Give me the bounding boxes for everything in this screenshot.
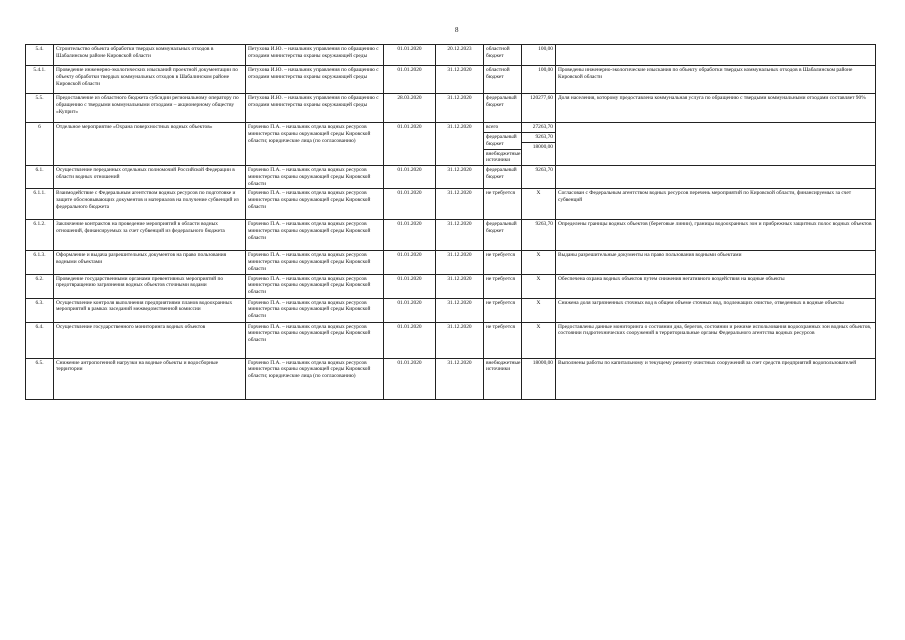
funding-source: не требуется xyxy=(484,251,522,274)
start-date: 01.01.2020 xyxy=(384,298,436,322)
start-date: 01.01.2020 xyxy=(384,358,436,399)
funding-value: Х xyxy=(522,322,556,358)
funding-source: областной бюджет xyxy=(484,66,522,94)
responsible: Горченко П.А. – начальник отдела водных ресурсов министерства охраны окружающей среды Кировской области xyxy=(246,274,384,298)
table-row xyxy=(26,251,876,274)
funding-value: 27263,70 xyxy=(532,124,553,130)
item-number: 6.1.1. xyxy=(26,189,54,220)
item-number: 6.5. xyxy=(26,358,54,399)
start-date: 01.01.2020 xyxy=(384,66,436,94)
responsible: Петухова И.Ю. – начальник управления по обращению с отходами министерства охраны окружающей среды xyxy=(246,94,384,123)
table-row xyxy=(26,45,876,66)
end-date: 31.12.2020 xyxy=(436,251,484,274)
start-date: 01.01.2020 xyxy=(384,189,436,220)
responsible: Горченко П.А. – начальник отдела водных ресурсов министерства охраны окружающей среды Кировской области xyxy=(246,166,384,189)
expected-result xyxy=(556,123,876,166)
item-name: Оформление и выдача разрешительных документов на право пользования водными объектами xyxy=(54,251,246,274)
expected-result: Выданы разрешительные документы на право пользования водными объектами xyxy=(556,251,876,274)
expected-result: Согласован с Федеральным агентством водных ресурсов перечень мероприятий по Кировской области, финансируемых за счет субвенций xyxy=(556,189,876,220)
program-table xyxy=(25,44,876,400)
funding-source: федеральный бюджет xyxy=(484,132,521,149)
start-date: 01.01.2020 xyxy=(384,123,436,166)
end-date: 31.12.2020 xyxy=(436,322,484,358)
start-date: 28.03.2020 xyxy=(384,94,436,123)
item-number: 5.4. xyxy=(26,45,54,66)
table-row xyxy=(26,66,876,94)
funding-value: Х xyxy=(522,251,556,274)
responsible: Горченко П.А. – начальник отдела водных ресурсов министерства охраны окружающей среды Кировской области xyxy=(246,251,384,274)
item-name: Проведение государственными органами превентивных мероприятий по предотвращению загрязнения водных объектов сточными водами xyxy=(54,274,246,298)
table-row xyxy=(26,358,876,399)
end-date: 31.12.2020 xyxy=(436,298,484,322)
funding-value: 100,00 xyxy=(522,66,556,94)
item-name: Осуществление переданных отдельных полномочий Российской Федерации в области водных отношений xyxy=(54,166,246,189)
funding-value-stack xyxy=(522,123,556,166)
start-date: 01.01.2020 xyxy=(384,166,436,189)
start-date: 01.01.2020 xyxy=(384,251,436,274)
item-number: 6.3. xyxy=(26,298,54,322)
item-name: Предоставление из областного бюджета субсидии региональному оператору по обращению с твердыми коммунальными отходами – акционерному обществу «Куприт» xyxy=(54,94,246,123)
item-name: Проведение инженерно-экологических изысканий проектной документации по объекту обработки твердых коммунальных отходов в Шабалинском районе Кировской области xyxy=(54,66,246,94)
responsible: Петухова И.Ю. – начальник управления по обращению с отходами министерства охраны окружающей среды xyxy=(246,66,384,94)
funding-value: 9263,70 xyxy=(522,132,555,142)
table-row xyxy=(26,322,876,358)
end-date: 31.12.2020 xyxy=(436,220,484,251)
funding-source: областной бюджет xyxy=(484,45,522,66)
item-number: 6.4. xyxy=(26,322,54,358)
responsible: Горченко П.А. – начальник отдела водных ресурсов министерства охраны окружающей среды Кировской области; юридические лица (по согласованию) xyxy=(246,123,384,166)
end-date: 31.12.2020 xyxy=(436,94,484,123)
start-date: 01.01.2020 xyxy=(384,322,436,358)
expected-result: Снижена доля загрязненных сточных вод в общем объеме сточных вод, подлежащих очистке, отведенных в водные объекты xyxy=(556,298,876,322)
funding-value: Х xyxy=(522,189,556,220)
funding-source: федеральный бюджет xyxy=(484,220,522,251)
funding-value: Х xyxy=(522,298,556,322)
item-number: 5.5. xyxy=(26,94,54,123)
responsible: Горченко П.А. – начальник отдела водных ресурсов министерства охраны окружающей среды Кировской области xyxy=(246,220,384,251)
funding-source: федеральный бюджет xyxy=(484,166,522,189)
responsible: Горченко П.А. – начальник отдела водных ресурсов министерства охраны окружающей среды Кировской области xyxy=(246,298,384,322)
expected-result xyxy=(556,166,876,189)
responsible: Горченко П.А. – начальник отдела водных ресурсов министерства охраны окружающей среды Кировской области xyxy=(246,322,384,358)
responsible: Горченко П.А. – начальник отдела водных ресурсов министерства охраны окружающей среды Кировской области xyxy=(246,189,384,220)
table-row xyxy=(26,94,876,123)
funding-value: 9263,70 xyxy=(522,220,556,251)
item-name: Снижение антропогенной нагрузки на водные объекты и водосборные территории xyxy=(54,358,246,399)
funding-value: 18000,00 xyxy=(522,358,556,399)
item-number: 6 xyxy=(26,123,54,166)
start-date: 01.01.2020 xyxy=(384,45,436,66)
funding-source: внебюджетные источники xyxy=(486,150,521,164)
funding-source-stack xyxy=(484,123,522,166)
expected-result xyxy=(556,45,876,66)
funding-source: не требуется xyxy=(484,298,522,322)
item-name: Заключение контрактов на проведение мероприятий в области водных отношений, финансируемых за счет субвенций из федерального бюджета xyxy=(54,220,246,251)
funding-source: не требуется xyxy=(484,274,522,298)
responsible: Петухова И.Ю. – начальник управления по обращению с отходами министерства охраны окружающей среды xyxy=(246,45,384,66)
expected-result: Доля населения, которому предоставлена коммунальная услуга по обращению с твердыми коммунальными отходами составляет 90% xyxy=(556,94,876,123)
start-date: 01.01.2020 xyxy=(384,274,436,298)
table-row xyxy=(26,166,876,189)
end-date: 31.12.2020 xyxy=(436,358,484,399)
funding-value: 100,00 xyxy=(522,45,556,66)
item-number: 5.4.1. xyxy=(26,66,54,94)
end-date: 31.12.2020 xyxy=(436,189,484,220)
end-date: 31.12.2020 xyxy=(436,274,484,298)
expected-result: Определены границы водных объектов (береговые линии), границы водоохранных зон и прибрежных защитных полос водных объектов xyxy=(556,220,876,251)
funding-value: 18000,00 xyxy=(522,142,555,152)
end-date: 31.12.2020 xyxy=(436,66,484,94)
table-row xyxy=(26,189,876,220)
item-number: 6.1. xyxy=(26,166,54,189)
item-name: Осуществление контроля выполнения предприятиями планов водоохранных мероприятий в рамках заседаний межведомственной комиссии xyxy=(54,298,246,322)
funding-source: не требуется xyxy=(484,189,522,220)
end-date: 20.12.2023 xyxy=(436,45,484,66)
table-row xyxy=(26,220,876,251)
item-number: 6.2. xyxy=(26,274,54,298)
item-name: Взаимодействие с Федеральным агентством водных ресурсов по подготовке и защите обосновывающих документов и материалов на получение субвенций из федерального бюджета xyxy=(54,189,246,220)
start-date: 01.01.2020 xyxy=(384,220,436,251)
expected-result: Предоставлены данные мониторинга о состоянии дна, берегов, состоянии и режиме использования водоохранных зон водных объектов, состоянии гидротехнических сооружений в территориальные органы Федерального агентства водных ресурсов xyxy=(556,322,876,358)
expected-result: Обеспечена охрана водных объектов путем снижения негативного воздействия на водные объекты xyxy=(556,274,876,298)
table-row xyxy=(26,123,876,166)
table-row xyxy=(26,274,876,298)
page-number: 8 xyxy=(455,26,459,34)
item-number: 6.1.3. xyxy=(26,251,54,274)
funding-source: федеральный бюджет xyxy=(484,94,522,123)
funding-value: 120277,60 xyxy=(522,94,556,123)
funding-value: Х xyxy=(522,274,556,298)
item-name: Отдельное мероприятие «Охрана поверхностных водных объектов» xyxy=(54,123,246,166)
funding-value: 9263,70 xyxy=(522,166,556,189)
end-date: 31.12.2020 xyxy=(436,166,484,189)
funding-source: всего xyxy=(486,124,499,130)
item-name: Строительство объекта обработки твердых коммунальных отходов в Шабалинском районе Кировской области xyxy=(54,45,246,66)
responsible: Горченко П.А. – начальник отдела водных ресурсов министерства охраны окружающей среды Кировской области; юридические лица (по согласованию) xyxy=(246,358,384,399)
funding-source: внебюджетные источники xyxy=(484,358,522,399)
end-date: 31.12.2020 xyxy=(436,123,484,166)
funding-source: не требуется xyxy=(484,322,522,358)
table-row xyxy=(26,298,876,322)
item-name: Осуществление государственного мониторинга водных объектов xyxy=(54,322,246,358)
item-number: 6.1.2. xyxy=(26,220,54,251)
expected-result: Выполнены работы по капитальному и текущему ремонту очистных сооружений за счет средств предприятий водопользователей xyxy=(556,358,876,399)
expected-result: Проведены инженерно-экологические изыскания по объекту обработки твердых коммунальных отходов в Шабалинском районе Кировской области xyxy=(556,66,876,94)
